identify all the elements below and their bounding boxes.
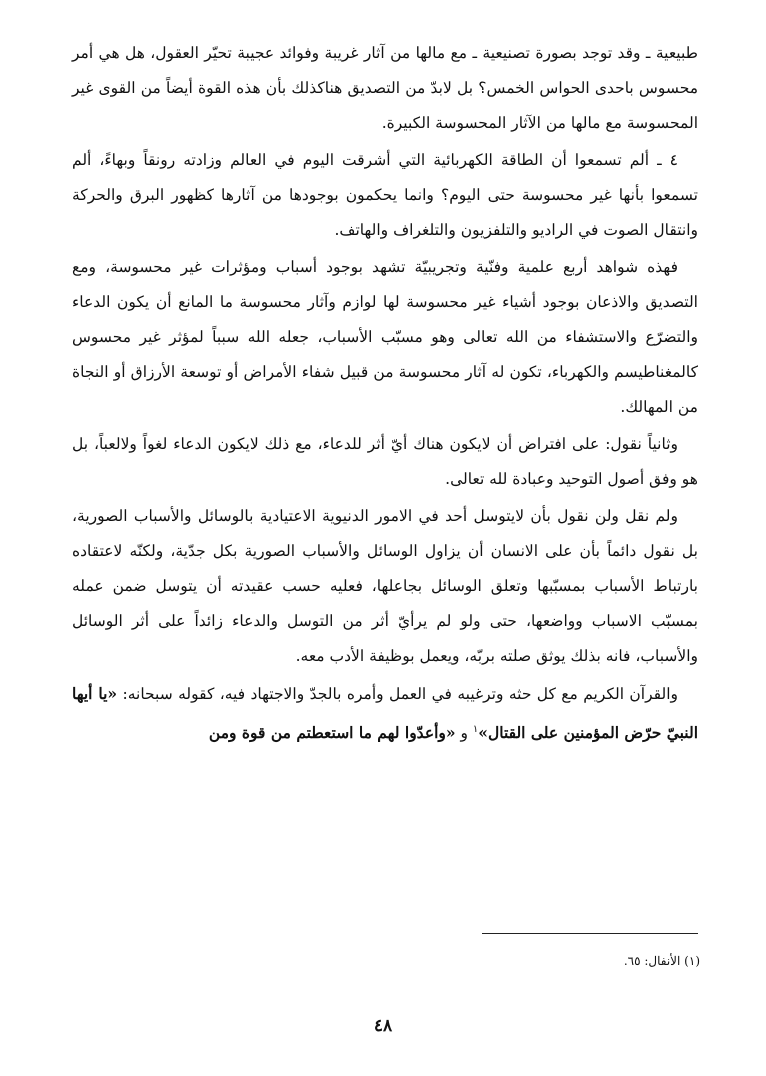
footnote-marker: ١ <box>472 724 479 735</box>
quran-verse-2: «وأعدّوا لهم ما استعطتم من قوة ومن <box>208 723 456 743</box>
body-text <box>72 36 698 753</box>
footnote: (١) الأنفال: ٦٥. <box>623 954 700 968</box>
footnote-separator <box>482 933 698 934</box>
paragraph-3: فهذه شواهد أربع علمية وفنّية وتجريبيّة تشهد بوجود أسباب ومؤثرات غير محسوسة، ومع التصديق والاذعان بوجود أشياء غير محسوسة لها لوازم وآثار محسوسة ما المانع أن يكون الدعاء والتضرّع والاستشفاء من الله تعالى وهو مسبّب الأسباب، جعله الله سبباً لمؤثر غير محسوس كالمغناطيسم والكهرباء، تكون له آثار محسوسة من قبيل شفاء الأمراض أو توسعة الأرزاق أو النجاة من المهالك. <box>72 258 698 416</box>
verse-connector: و <box>455 724 473 743</box>
paragraph-5: ولم نقل ولن نقول بأن لايتوسل أحد في الامور الدنيوية الاعتيادية بالوسائل والأسباب الصورية، بل نقول دائماً بأن على الانسان أن يزاول الوسائل والأسباب الصورية بكل جدّية، ولكنّه لاعتقاده بارتباط الأسباب بمسبّبها وتعلق الوسائل بجاعلها، فعليه حسب عقيدته أن يتوسل ضمن عمله بمسبّب الاسباب وواضعها، حتى ولو لم يرأيّ أثر من التوسل والدعاء زائداً على أثر الوسائل والأسباب، فانه بذلك يوثق صلته بربّه، ويعمل بوظيفة الأدب معه. <box>72 507 698 665</box>
paragraph-6 <box>72 676 698 751</box>
paragraph-6-text: والقرآن الكريم مع كل حثه وترغيبه في العمل وأمره بالجدّ والاجتهاد فيه، كقوله سبحانه: <box>122 685 678 703</box>
quran-verse-1: «يا أيها النبيّ حرّض المؤمنين على القتال» <box>72 684 698 743</box>
page-number: ٤٨ <box>373 1016 393 1036</box>
paragraph-1: طبيعية ـ وقد توجد بصورة تصنيعية ـ مع مالها من آثار غريبة وفوائد عجيبة تحيّر العقول، هل هي أمر محسوس باحدى الحواس الخمس؟ بل لابدّ من التصديق هناكذلك بأن هذه القوة أيضاً من القوى غير المحسوسة مع مالها من الآثار المحسوسة الكبيرة. <box>72 44 698 132</box>
paragraph-2: ٤ ـ ألم تسمعوا أن الطاقة الكهربائية التي أشرقت اليوم في العالم وزادته رونقاً وبهاءً، ألم تسمعوا بأنها غير محسوسة حتى اليوم؟ وانما يحكمون بوجودها من آثارها كظهور البرق والحركة وانتقال الصوت في الراديو والتلفزيون والتلغراف والهاتف. <box>72 151 698 239</box>
paragraph-4: وثانياً نقول: على افتراض أن لايكون هناك أيّ أثر للدعاء، مع ذلك لايكون الدعاء لغواً ولالعباً، بل هو وفق أصول التوحيد وعبادة لله تعالى. <box>72 435 698 488</box>
